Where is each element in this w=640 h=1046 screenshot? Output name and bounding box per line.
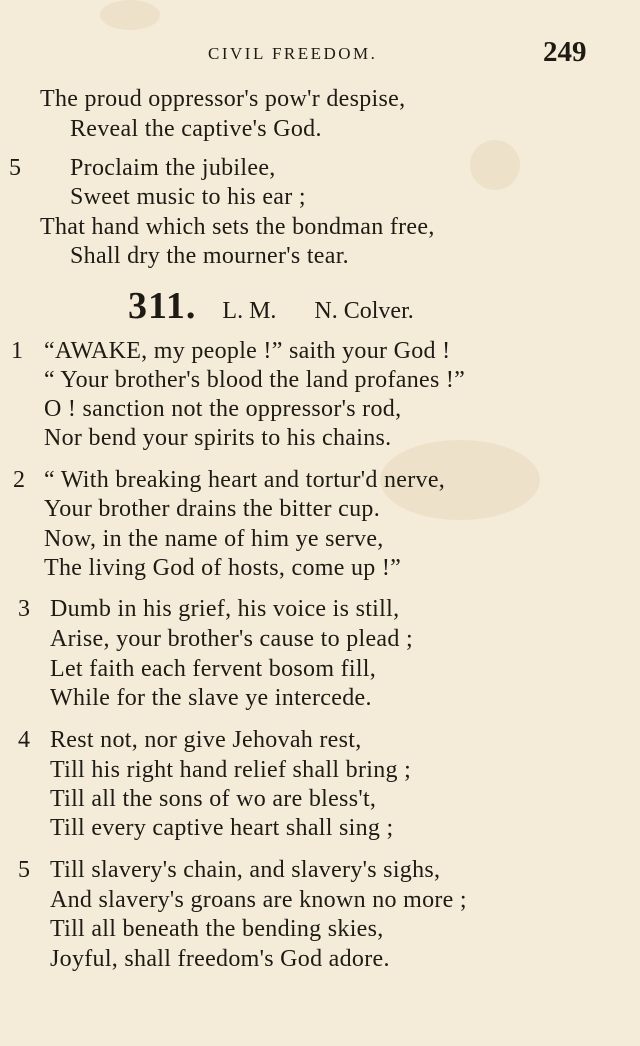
paper-stain — [470, 140, 520, 190]
verse-number: 3 — [18, 596, 30, 622]
hymn-heading — [128, 284, 414, 328]
paper-stain — [100, 0, 160, 30]
verse-number: 2 — [13, 467, 25, 493]
verse-line: Let faith each fervent bosom fill, — [50, 656, 377, 682]
verse-line: Till every captive heart shall sing ; — [50, 815, 394, 841]
verse-line: Sweet music to his ear ; — [70, 184, 306, 210]
verse-line: Nor bend your spirits to his chains. — [44, 425, 392, 451]
verse-line: Dumb in his grief, his voice is still, — [50, 596, 400, 622]
verse-number: 5 — [18, 857, 30, 883]
verse-line: Rest not, nor give Jehovah rest, — [50, 727, 362, 753]
verse-line: Till slavery's chain, and slavery's sighs, — [50, 857, 441, 883]
hymn-author: N. Colver. — [314, 298, 414, 324]
verse-line: Your brother drains the bitter cup. — [44, 496, 380, 522]
hymn-meter: L. M. — [222, 298, 277, 324]
verse-line: Joyful, shall freedom's God adore. — [50, 946, 390, 972]
verse-line: That hand which sets the bondman free, — [40, 214, 435, 240]
verse-line: Reveal the captive's God. — [70, 116, 322, 142]
verse-number: 5 — [9, 155, 21, 181]
page-number: 249 — [543, 36, 587, 68]
verse-line: Now, in the name of him ye serve, — [44, 526, 384, 552]
verse-number: 1 — [11, 338, 23, 364]
verse-line: “AWAKE, my people !” saith your God ! — [44, 338, 451, 364]
verse-line: While for the slave ye intercede. — [50, 685, 372, 711]
verse-line: Till his right hand relief shall bring ; — [50, 757, 412, 783]
verse-line: And slavery's groans are known no more ; — [50, 887, 467, 913]
verse-line: The proud oppressor's pow'r despise, — [40, 86, 406, 112]
hymn-number: 311. — [128, 285, 197, 327]
verse-line: The living God of hosts, come up !” — [44, 555, 402, 581]
verse-line: “ With breaking heart and tortur'd nerve, — [44, 467, 446, 493]
running-header-title: CIVIL FREEDOM. — [208, 44, 378, 63]
verse-line: Till all the sons of wo are bless't, — [50, 786, 377, 812]
verse-line: Arise, your brother's cause to plead ; — [50, 626, 413, 652]
verse-line: “ Your brother's blood the land profanes !” — [44, 367, 466, 393]
verse-number: 4 — [18, 727, 30, 753]
verse-line: Till all beneath the bending skies, — [50, 916, 384, 942]
verse-line: O ! sanction not the oppressor's rod, — [44, 396, 402, 422]
verse-line: Proclaim the jubilee, — [70, 155, 276, 181]
verse-line: Shall dry the mourner's tear. — [70, 243, 349, 269]
